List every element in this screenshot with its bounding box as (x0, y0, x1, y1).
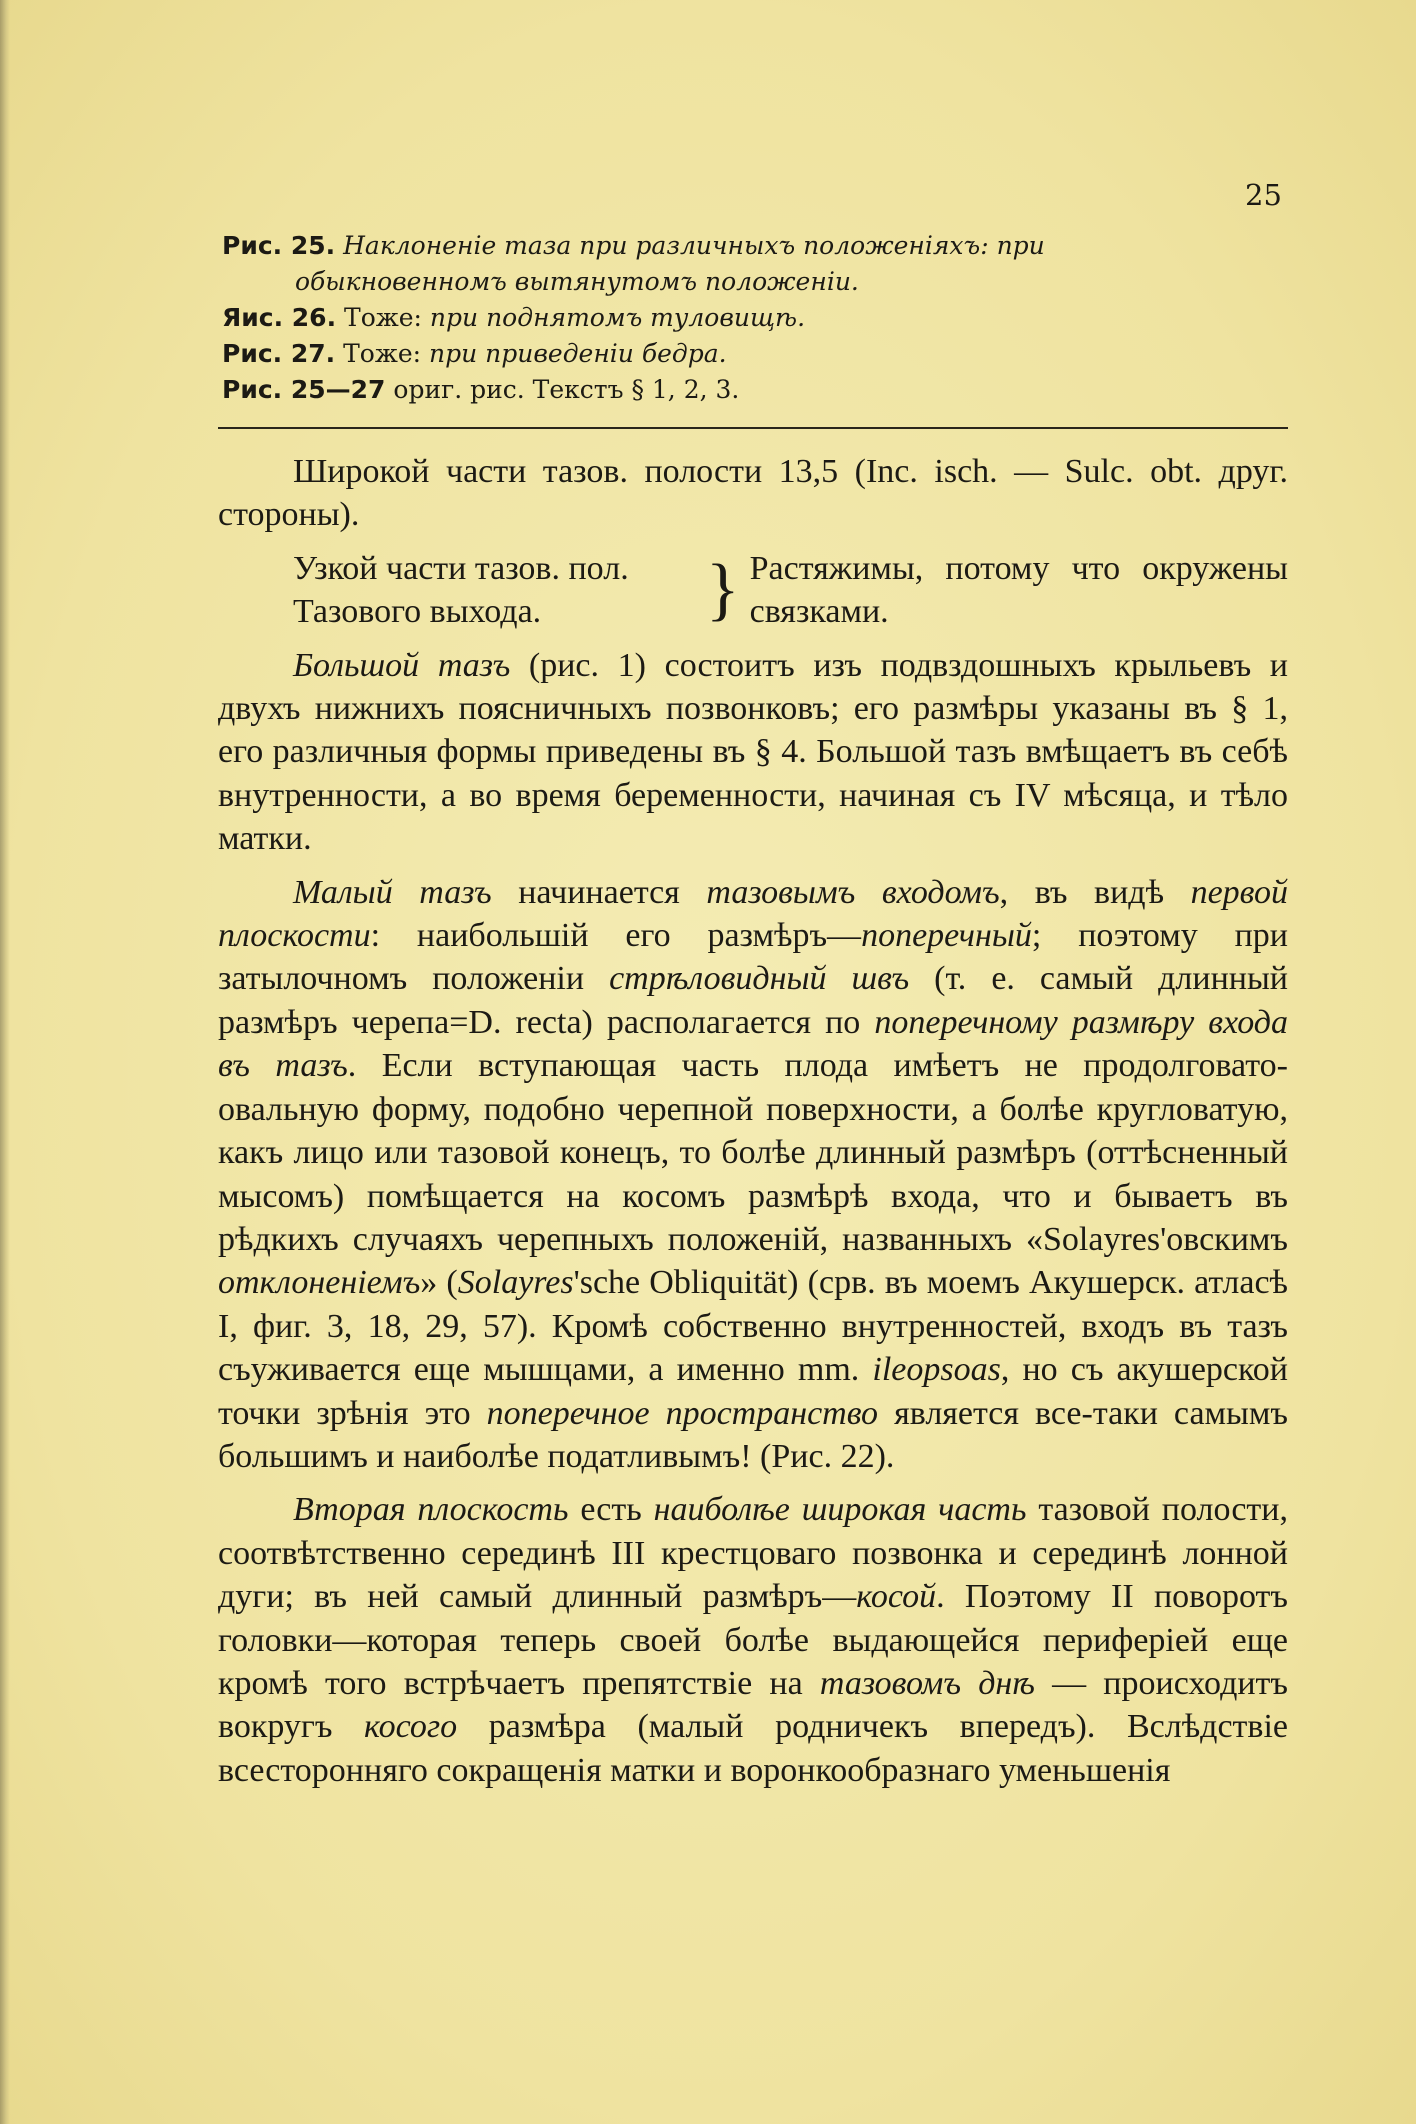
page-number: 25 (1245, 178, 1282, 212)
caption-line: Рис. 25—27 ориг. рис. Текстъ § 1, 2, 3. (222, 375, 740, 404)
body-text (218, 450, 1288, 1792)
figure-captions (222, 228, 1297, 408)
caption-line: обыкновенномъ вытянутомъ положеніи. (295, 267, 859, 296)
paragraph: Вторая плоскость есть наиболѣе широкая часть тазовой полости, соотвѣтственно серединѣ III крестцоваго позвонка и серединѣ лонной дуги; въ ней самый длинный размѣръ—косой. Поэтому II поворотъ головки—которая теперь своей болѣе выдающейся периферіей еще кромѣ того встрѣчаетъ препятствіе на тазовомъ днѣ — происходитъ вокругъ косого размѣра (малый родничекъ впередъ). Вслѣдствіе всесторонняго сокращенія матки и воронкообразнаго уменьшенія (218, 1491, 1289, 1789)
brace-glyph: } (706, 551, 740, 629)
page-edge (0, 0, 10, 2124)
paragraph: Малый тазъ начинается тазовымъ входомъ, въ видѣ первой плоскости: наибольшій его размѣръ—поперечный; поэтому при затылочномъ положеніи стрѣловидный швъ (т. е. самый длинный размѣръ черепа=D. recta) располагается по поперечному размѣру входа въ тазъ. Если вступающая часть плода имѣетъ не продолговато-овальную форму, подобно черепной поверхности, а болѣе кругловатую, какъ лицо или тазовой конецъ, то болѣе длинный размѣръ (оттѣсненный мысомъ) помѣщается на косомъ размѣрѣ входа, что и бываетъ въ рѣдкихъ случаяхъ черепныхъ положеній, названныхъ «Solayres'овскимъ отклоненіемъ» (Solayres'sche Obliquität) (срв. въ моемъ Акушерск. атласѣ I, фиг. 3, 18, 29, 57). Кромѣ собственно внутренностей, входъ въ тазъ съуживается еще мышцами, а именно mm. ileopsoas, но съ акушерской точки зрѣнія это поперечное пространство является все-таки самымъ большимъ и наиболѣе податливымъ! (Рис. 22). (218, 873, 1288, 1475)
brace-block: Узкой части тазов. пол. Тазового выхода. } Растяжимы, потому что окружены связками. (293, 549, 1288, 631)
paragraph: Широкой части тазов. полости 13,5 (Inc. isch. — Sulc. obt. друг. стороны). (218, 453, 1288, 534)
separator-rule (218, 427, 1288, 429)
caption-line: Рис. 27. Тоже: при приведеніи бедра. (222, 339, 727, 368)
caption-line: Рис. 25. Наклоненіе таза при различныхъ положеніяхъ: при (222, 231, 1045, 260)
caption-line: Яис. 26. Тоже: при поднятомъ туловищѣ. (222, 303, 806, 332)
paragraph: Большой тазъ (рис. 1) состоитъ изъ подвздошныхъ крыльевъ и двухъ нижнихъ поясничныхъ позвонковъ; его размѣры указаны въ § 1, его различныя формы приведены въ § 4. Большой тазъ вмѣщаетъ въ себѣ внутренности, а во время беременности, начиная съ IV мѣсяца, и тѣло матки. (218, 646, 1288, 858)
